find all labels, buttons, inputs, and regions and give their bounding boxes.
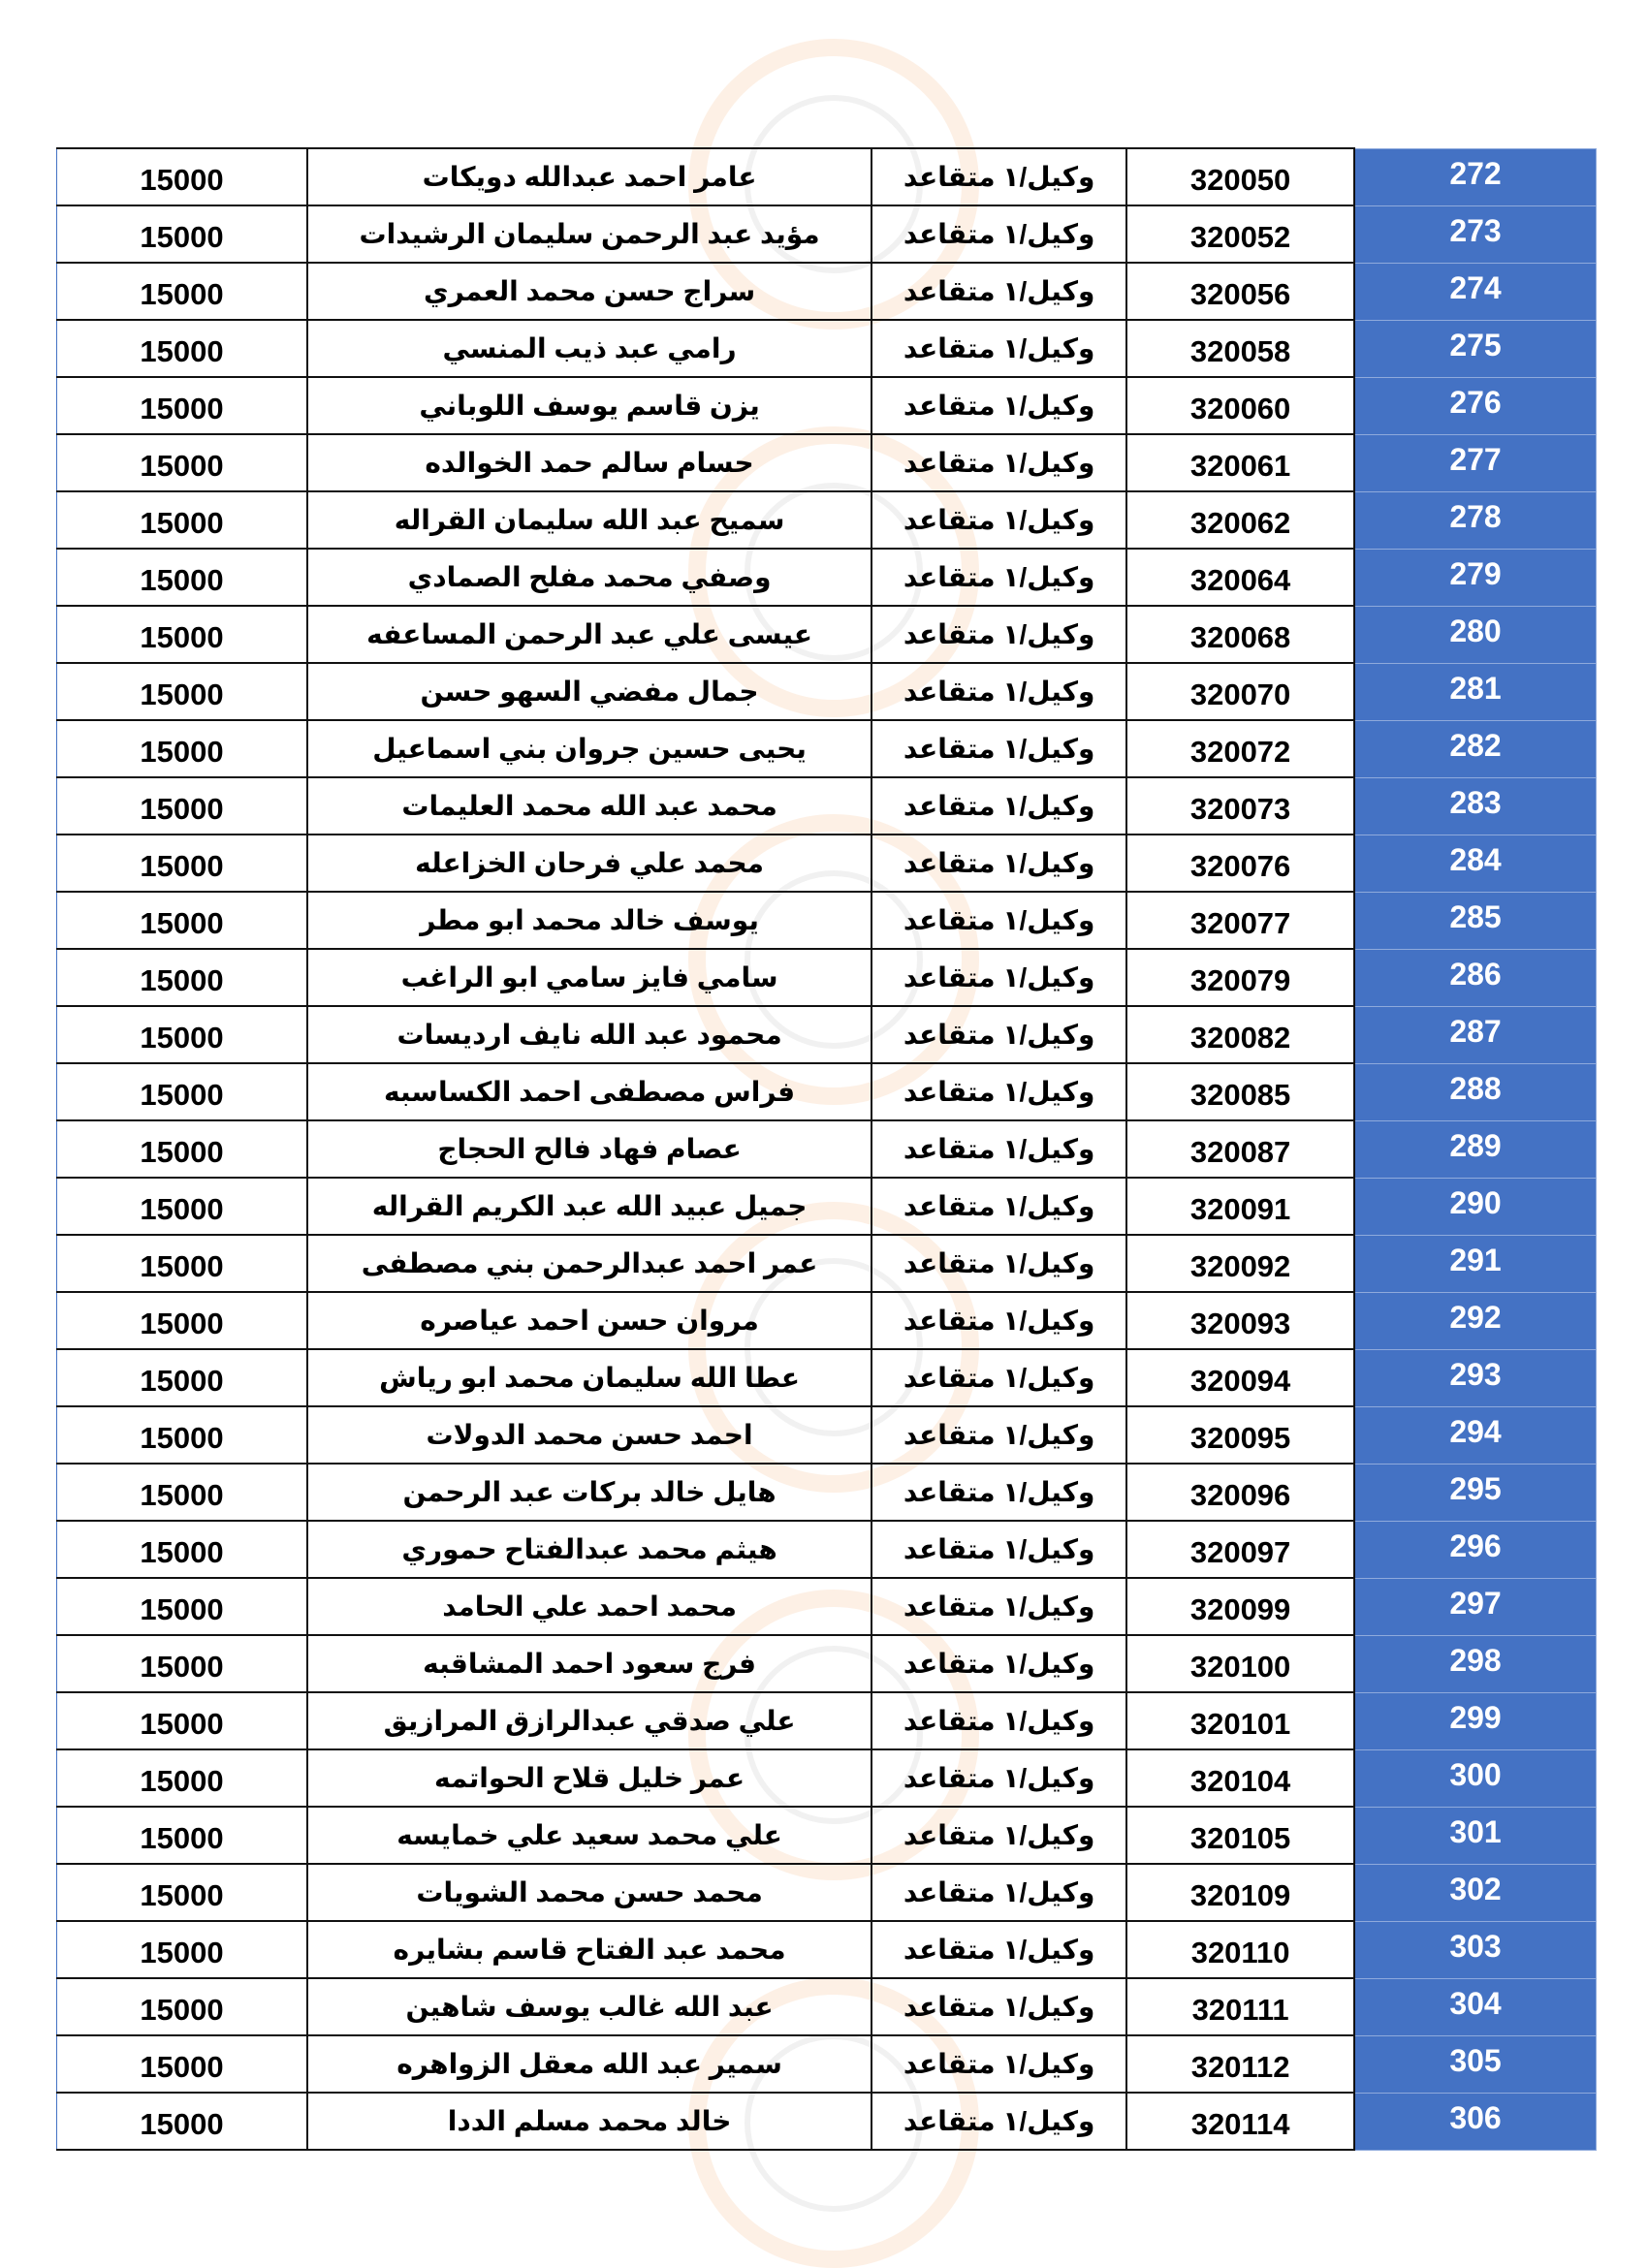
rank-cell: وكيل/١ متقاعد [872, 1406, 1126, 1464]
id-cell: 320058 [1126, 320, 1354, 377]
table-row [57, 148, 1597, 205]
serial-cell: 295 [1354, 1464, 1596, 1521]
name-cell: خالد محمد مسلم الددا [307, 2093, 872, 2150]
serial-cell: 276 [1354, 377, 1596, 434]
amount-cell: 15000 [57, 1864, 307, 1921]
serial-cell: 286 [1354, 949, 1596, 1006]
name-cell: فراس مصطفى احمد الكساسبه [307, 1063, 872, 1120]
serial-cell: 299 [1354, 1692, 1596, 1749]
amount-cell: 15000 [57, 263, 307, 320]
id-cell: 320076 [1126, 835, 1354, 892]
id-cell: 320052 [1126, 205, 1354, 263]
id-cell: 320093 [1126, 1292, 1354, 1349]
table-row [57, 549, 1597, 606]
id-cell: 320095 [1126, 1406, 1354, 1464]
rank-cell: وكيل/١ متقاعد [872, 1349, 1126, 1406]
id-cell: 320087 [1126, 1120, 1354, 1178]
id-cell: 320094 [1126, 1349, 1354, 1406]
amount-cell: 15000 [57, 1235, 307, 1292]
amount-cell: 15000 [57, 1749, 307, 1807]
serial-cell: 300 [1354, 1749, 1596, 1807]
rank-cell: وكيل/١ متقاعد [872, 663, 1126, 720]
id-cell: 320100 [1126, 1635, 1354, 1692]
table-row [57, 606, 1597, 663]
table-row [57, 320, 1597, 377]
table-row [57, 263, 1597, 320]
amount-cell: 15000 [57, 1006, 307, 1063]
id-cell: 320109 [1126, 1864, 1354, 1921]
amount-cell: 15000 [57, 148, 307, 205]
name-cell: محمد علي فرحان الخزاعله [307, 835, 872, 892]
amount-cell: 15000 [57, 892, 307, 949]
amount-cell: 15000 [57, 1178, 307, 1235]
serial-cell: 290 [1354, 1178, 1596, 1235]
name-cell: عيسى علي عبد الرحمن المساعفه [307, 606, 872, 663]
id-cell: 320064 [1126, 549, 1354, 606]
rank-cell: وكيل/١ متقاعد [872, 1635, 1126, 1692]
amount-cell: 15000 [57, 2035, 307, 2093]
serial-cell: 274 [1354, 263, 1596, 320]
id-cell: 320056 [1126, 263, 1354, 320]
table-row [57, 1807, 1597, 1864]
serial-cell: 301 [1354, 1807, 1596, 1864]
rank-cell: وكيل/١ متقاعد [872, 2093, 1126, 2150]
table-row [57, 1063, 1597, 1120]
serial-cell: 284 [1354, 835, 1596, 892]
id-cell: 320112 [1126, 2035, 1354, 2093]
rank-cell: وكيل/١ متقاعد [872, 1464, 1126, 1521]
amount-cell: 15000 [57, 1349, 307, 1406]
name-cell: محمد حسن محمد الشويات [307, 1864, 872, 1921]
amount-cell: 15000 [57, 777, 307, 835]
name-cell: عطا الله سليمان محمد ابو رياش [307, 1349, 872, 1406]
amount-cell: 15000 [57, 1120, 307, 1178]
name-cell: فرج سعود احمد المشاقبه [307, 1635, 872, 1692]
name-cell: سراج حسن محمد العمري [307, 263, 872, 320]
rank-cell: وكيل/١ متقاعد [872, 205, 1126, 263]
amount-cell: 15000 [57, 663, 307, 720]
rank-cell: وكيل/١ متقاعد [872, 720, 1126, 777]
rank-cell: وكيل/١ متقاعد [872, 1692, 1126, 1749]
serial-cell: 272 [1354, 148, 1596, 205]
serial-cell: 304 [1354, 1978, 1596, 2035]
amount-cell: 15000 [57, 1464, 307, 1521]
table-row [57, 1349, 1597, 1406]
serial-cell: 279 [1354, 549, 1596, 606]
rank-cell: وكيل/١ متقاعد [872, 1006, 1126, 1063]
rank-cell: وكيل/١ متقاعد [872, 434, 1126, 491]
serial-cell: 298 [1354, 1635, 1596, 1692]
serial-cell: 291 [1354, 1235, 1596, 1292]
table-row [57, 663, 1597, 720]
id-cell: 320073 [1126, 777, 1354, 835]
id-cell: 320099 [1126, 1578, 1354, 1635]
id-cell: 320097 [1126, 1521, 1354, 1578]
serial-cell: 280 [1354, 606, 1596, 663]
name-cell: محمد احمد علي الحامد [307, 1578, 872, 1635]
name-cell: محمود عبد الله نايف ارديسات [307, 1006, 872, 1063]
rank-cell: وكيل/١ متقاعد [872, 777, 1126, 835]
amount-cell: 15000 [57, 720, 307, 777]
serial-cell: 288 [1354, 1063, 1596, 1120]
rank-cell: وكيل/١ متقاعد [872, 148, 1126, 205]
amount-cell: 15000 [57, 1692, 307, 1749]
serial-cell: 302 [1354, 1864, 1596, 1921]
name-cell: احمد حسن محمد الدولات [307, 1406, 872, 1464]
amount-cell: 15000 [57, 1063, 307, 1120]
serial-cell: 285 [1354, 892, 1596, 949]
amount-cell: 15000 [57, 549, 307, 606]
rank-cell: وكيل/١ متقاعد [872, 1235, 1126, 1292]
serial-cell: 281 [1354, 663, 1596, 720]
amount-cell: 15000 [57, 320, 307, 377]
rank-cell: وكيل/١ متقاعد [872, 1521, 1126, 1578]
amount-cell: 15000 [57, 491, 307, 549]
name-cell: سمير عبد الله معقل الزواهره [307, 2035, 872, 2093]
id-cell: 320092 [1126, 1235, 1354, 1292]
name-cell: علي محمد سعيد علي خمايسه [307, 1807, 872, 1864]
serial-cell: 303 [1354, 1921, 1596, 1978]
table-row [57, 2035, 1597, 2093]
table-row [57, 1978, 1597, 2035]
table-row [57, 892, 1597, 949]
name-cell: هايل خالد بركات عبد الرحمن [307, 1464, 872, 1521]
id-cell: 320111 [1126, 1978, 1354, 2035]
name-cell: عمر خليل قلاح الحواتمه [307, 1749, 872, 1807]
serial-cell: 305 [1354, 2035, 1596, 2093]
serial-cell: 296 [1354, 1521, 1596, 1578]
table-row [57, 1521, 1597, 1578]
id-cell: 320070 [1126, 663, 1354, 720]
amount-cell: 15000 [57, 1807, 307, 1864]
amount-cell: 15000 [57, 1921, 307, 1978]
table-row [57, 835, 1597, 892]
serial-cell: 297 [1354, 1578, 1596, 1635]
table-row [57, 1578, 1597, 1635]
id-cell: 320085 [1126, 1063, 1354, 1120]
table-row [57, 1120, 1597, 1178]
rank-cell: وكيل/١ متقاعد [872, 835, 1126, 892]
id-cell: 320061 [1126, 434, 1354, 491]
rank-cell: وكيل/١ متقاعد [872, 1921, 1126, 1978]
name-cell: عبد الله غالب يوسف شاهين [307, 1978, 872, 2035]
amount-cell: 15000 [57, 434, 307, 491]
serial-cell: 289 [1354, 1120, 1596, 1178]
rank-cell: وكيل/١ متقاعد [872, 1978, 1126, 2035]
amount-cell: 15000 [57, 1578, 307, 1635]
amount-cell: 15000 [57, 606, 307, 663]
name-cell: هيثم محمد عبدالفتاح حموري [307, 1521, 872, 1578]
amount-cell: 15000 [57, 1521, 307, 1578]
name-cell: عامر احمد عبدالله دويكات [307, 148, 872, 205]
table-row [57, 491, 1597, 549]
id-cell: 320050 [1126, 148, 1354, 205]
id-cell: 320104 [1126, 1749, 1354, 1807]
id-cell: 320114 [1126, 2093, 1354, 2150]
name-cell: يحيى حسين جروان بني اسماعيل [307, 720, 872, 777]
rank-cell: وكيل/١ متقاعد [872, 549, 1126, 606]
table-row [57, 1235, 1597, 1292]
table-row [57, 1292, 1597, 1349]
name-cell: سميح عبد الله سليمان القراله [307, 491, 872, 549]
name-cell: مؤيد عبد الرحمن سليمان الرشيدات [307, 205, 872, 263]
name-cell: يوسف خالد محمد ابو مطر [307, 892, 872, 949]
id-cell: 320105 [1126, 1807, 1354, 1864]
amount-cell: 15000 [57, 1406, 307, 1464]
id-cell: 320062 [1126, 491, 1354, 549]
table-row [57, 777, 1597, 835]
table-row [57, 949, 1597, 1006]
id-cell: 320077 [1126, 892, 1354, 949]
table-row [57, 1464, 1597, 1521]
amount-cell: 15000 [57, 2093, 307, 2150]
id-cell: 320110 [1126, 1921, 1354, 1978]
table-row [57, 1692, 1597, 1749]
name-cell: مروان حسن احمد عياصره [307, 1292, 872, 1349]
amount-cell: 15000 [57, 1978, 307, 2035]
table-row [57, 1864, 1597, 1921]
rank-cell: وكيل/١ متقاعد [872, 1120, 1126, 1178]
serial-cell: 293 [1354, 1349, 1596, 1406]
serial-cell: 282 [1354, 720, 1596, 777]
name-cell: حسام سالم حمد الخوالده [307, 434, 872, 491]
name-cell: علي صدقي عبدالرازق المرازيق [307, 1692, 872, 1749]
name-cell: عصام فهاد فالح الحجاج [307, 1120, 872, 1178]
rank-cell: وكيل/١ متقاعد [872, 949, 1126, 1006]
table-row [57, 1406, 1597, 1464]
rank-cell: وكيل/١ متقاعد [872, 1807, 1126, 1864]
rank-cell: وكيل/١ متقاعد [872, 491, 1126, 549]
id-cell: 320096 [1126, 1464, 1354, 1521]
rank-cell: وكيل/١ متقاعد [872, 1292, 1126, 1349]
table-row [57, 205, 1597, 263]
table-row [57, 2093, 1597, 2150]
name-cell: جميل عبيد الله عبد الكريم القراله [307, 1178, 872, 1235]
name-cell: رامي عبد ذيب المنسي [307, 320, 872, 377]
name-cell: سامي فايز سامي ابو الراغب [307, 949, 872, 1006]
payments-table [56, 147, 1597, 2151]
table-row [57, 720, 1597, 777]
rank-cell: وكيل/١ متقاعد [872, 1578, 1126, 1635]
serial-cell: 273 [1354, 205, 1596, 263]
name-cell: عمر احمد عبدالرحمن بني مصطفى [307, 1235, 872, 1292]
id-cell: 320101 [1126, 1692, 1354, 1749]
rank-cell: وكيل/١ متقاعد [872, 1749, 1126, 1807]
serial-cell: 287 [1354, 1006, 1596, 1063]
rank-cell: وكيل/١ متقاعد [872, 606, 1126, 663]
table-row [57, 1178, 1597, 1235]
id-cell: 320072 [1126, 720, 1354, 777]
name-cell: وصفي محمد مفلح الصمادي [307, 549, 872, 606]
amount-cell: 15000 [57, 835, 307, 892]
amount-cell: 15000 [57, 949, 307, 1006]
name-cell: جمال مفضي السهو حسن [307, 663, 872, 720]
id-cell: 320082 [1126, 1006, 1354, 1063]
table-row [57, 434, 1597, 491]
rank-cell: وكيل/١ متقاعد [872, 1864, 1126, 1921]
amount-cell: 15000 [57, 377, 307, 434]
table-row [57, 377, 1597, 434]
rank-cell: وكيل/١ متقاعد [872, 320, 1126, 377]
serial-cell: 275 [1354, 320, 1596, 377]
amount-cell: 15000 [57, 205, 307, 263]
serial-cell: 283 [1354, 777, 1596, 835]
serial-cell: 294 [1354, 1406, 1596, 1464]
name-cell: محمد عبد الله محمد العليمات [307, 777, 872, 835]
rank-cell: وكيل/١ متقاعد [872, 377, 1126, 434]
serial-cell: 292 [1354, 1292, 1596, 1349]
rank-cell: وكيل/١ متقاعد [872, 2035, 1126, 2093]
table-row [57, 1749, 1597, 1807]
id-cell: 320068 [1126, 606, 1354, 663]
table-row [57, 1006, 1597, 1063]
rank-cell: وكيل/١ متقاعد [872, 263, 1126, 320]
name-cell: محمد عبد الفتاح قاسم بشايره [307, 1921, 872, 1978]
id-cell: 320060 [1126, 377, 1354, 434]
table-row [57, 1635, 1597, 1692]
serial-cell: 277 [1354, 434, 1596, 491]
rank-cell: وكيل/١ متقاعد [872, 1063, 1126, 1120]
amount-cell: 15000 [57, 1292, 307, 1349]
rank-cell: وكيل/١ متقاعد [872, 1178, 1126, 1235]
id-cell: 320091 [1126, 1178, 1354, 1235]
id-cell: 320079 [1126, 949, 1354, 1006]
table-row [57, 1921, 1597, 1978]
rank-cell: وكيل/١ متقاعد [872, 892, 1126, 949]
serial-cell: 306 [1354, 2093, 1596, 2150]
name-cell: يزن قاسم يوسف اللوباني [307, 377, 872, 434]
amount-cell: 15000 [57, 1635, 307, 1692]
serial-cell: 278 [1354, 491, 1596, 549]
